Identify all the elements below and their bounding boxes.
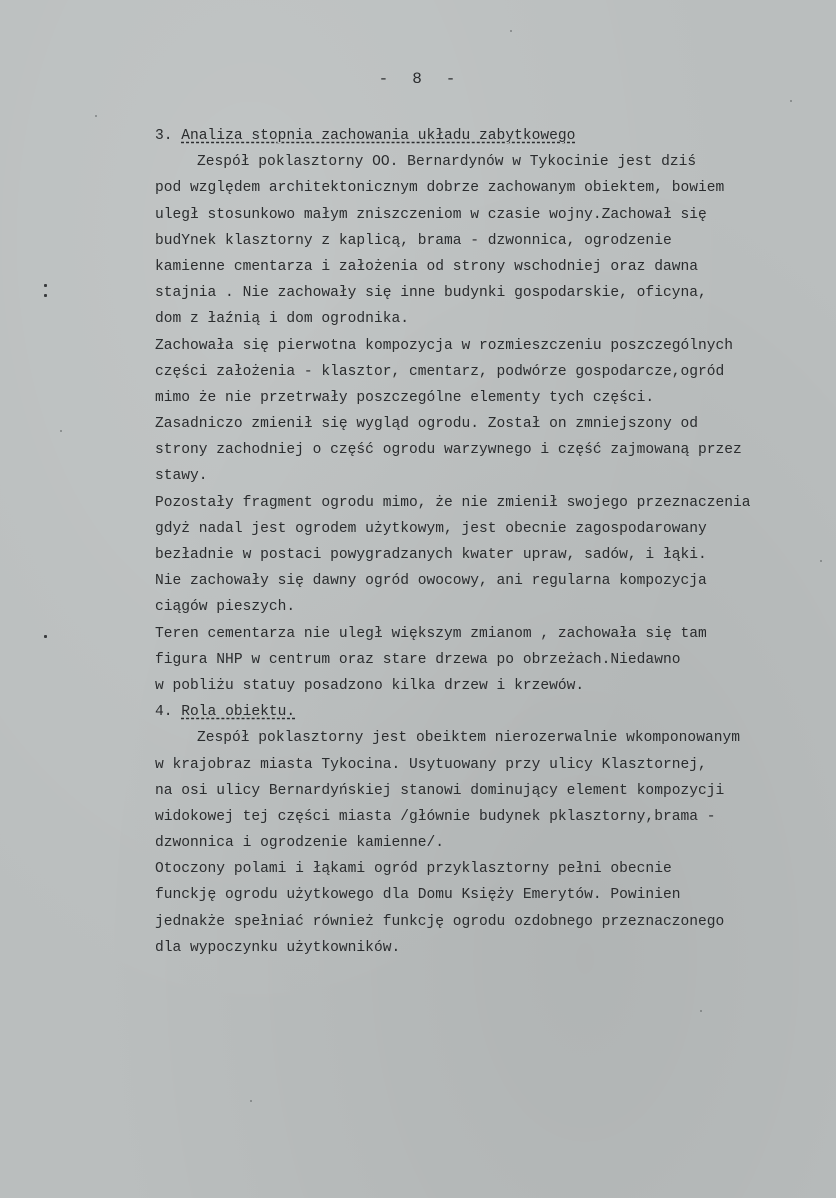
text-line: dom z łaźnią i dom ogrodnika. [155, 311, 409, 328]
text-line: Pozostały fragment ogrodu mimo, że nie zmienił swojego przeznaczenia [155, 494, 751, 511]
text-line: stawy. [155, 468, 208, 485]
text-line: dzwonnica i ogrodzenie kamienne/. [155, 835, 445, 852]
text-line: widokowej tej części miasta /głównie budynek pklasztorny,brama - [155, 808, 716, 825]
text-line: stajnia . Nie zachowały się inne budynki gospodarskie, oficyna, [155, 285, 707, 302]
text-line: Zespół poklasztorny jest obeiktem nierozerwalnie wkomponowanym [197, 730, 740, 747]
text-line: w pobliżu statuy posadzono kilka drzew i krzewów. [155, 677, 585, 694]
text-line: strony zachodniej o część ogrodu warzywnego i część zajmowaną przez [155, 442, 742, 459]
text-line: Nie zachowały się dawny ogród owocowy, ani regularna kompozycja [155, 573, 707, 590]
text-line: na osi ulicy Bernardyńskiej stanowi dominujący element kompozycji [155, 782, 725, 799]
text-line: budYnek klasztorny z kaplicą, brama - dzwonnica, ogrodzenie [155, 232, 672, 249]
section-heading-s4 [155, 699, 836, 725]
text-line: dla wypoczynku użytkowników. [155, 939, 401, 956]
text-line: w krajobraz miasta Tykocina. Usytuowany przy ulicy Klasztornej, [155, 756, 707, 773]
text-line: mimo że nie przetrwały poszczególne elementy tych części. [155, 389, 655, 406]
section-title: Rola obiektu. [181, 704, 296, 721]
page-number-dash-right: - [445, 70, 458, 88]
text-line: bezładnie w postaci powygradzanych kwater upraw, sadów, i łąki. [155, 547, 707, 563]
text-line: jednakże spełniać również funkcję ogrodu ozdobnego przeznaczonego [155, 913, 725, 930]
text-line: ciągów pieszych. [155, 599, 296, 616]
paper-speck [510, 30, 512, 32]
margin-mark [44, 635, 47, 638]
text-line: gdyż nadal jest ogrodem użytkowym, jest obecnie zagospodarowany [155, 520, 707, 537]
text-line: pod względem architektonicznym dobrze zachowanym obiektem, bowiem [155, 180, 725, 197]
margin-mark [44, 284, 47, 287]
paper-speck [820, 560, 822, 562]
page-number-value: 8 [412, 70, 424, 88]
paper-speck [60, 430, 62, 432]
section-title: Analiza stopnia zachowania układu zabytkowego [181, 128, 576, 144]
text-line: Teren cementarza nie uległ większym zmianom , zachowała się tam [155, 625, 707, 642]
section-heading-s3 [155, 123, 836, 149]
typewritten-text [155, 123, 836, 961]
text-line: Otoczony polami i łąkami ogród przyklasztorny pełni obecnie [155, 861, 672, 878]
paper-speck [250, 1100, 252, 1102]
text-line: funckję ogrodu użytkowego dla Domu Księży Emerytów. Powinien [155, 887, 681, 904]
page-number-dash-left: - [378, 70, 391, 88]
margin-mark [44, 294, 47, 297]
text-line: kamienne cmentarza i założenia od strony wschodniej oraz dawna [155, 258, 698, 275]
paper-speck [95, 115, 97, 117]
text-line: Zasadniczo zmienił się wygląd ogrodu. Został on zmniejszony od [155, 416, 698, 433]
text-line: uległ stosunkowo małym zniszczeniom w czasie wojny.Zachował się [155, 206, 707, 223]
text-line: figura NHP w centrum oraz stare drzewa po obrzeżach.Niedawno [155, 651, 681, 668]
section-number: 4. [155, 704, 173, 721]
text-line: Zachowała się pierwotna kompozycja w rozmieszczeniu poszczególnych [155, 337, 734, 354]
section-number: 3. [155, 128, 173, 144]
text-line: części założenia - klasztor, cmentarz, podwórze gospodarcze,ogród [155, 363, 725, 380]
text-line: Zespół poklasztorny OO. Bernardynów w Tykocinie jest dziś [197, 154, 697, 171]
page-number [0, 70, 836, 88]
paper-speck [790, 100, 792, 102]
paper-speck [700, 1010, 702, 1012]
